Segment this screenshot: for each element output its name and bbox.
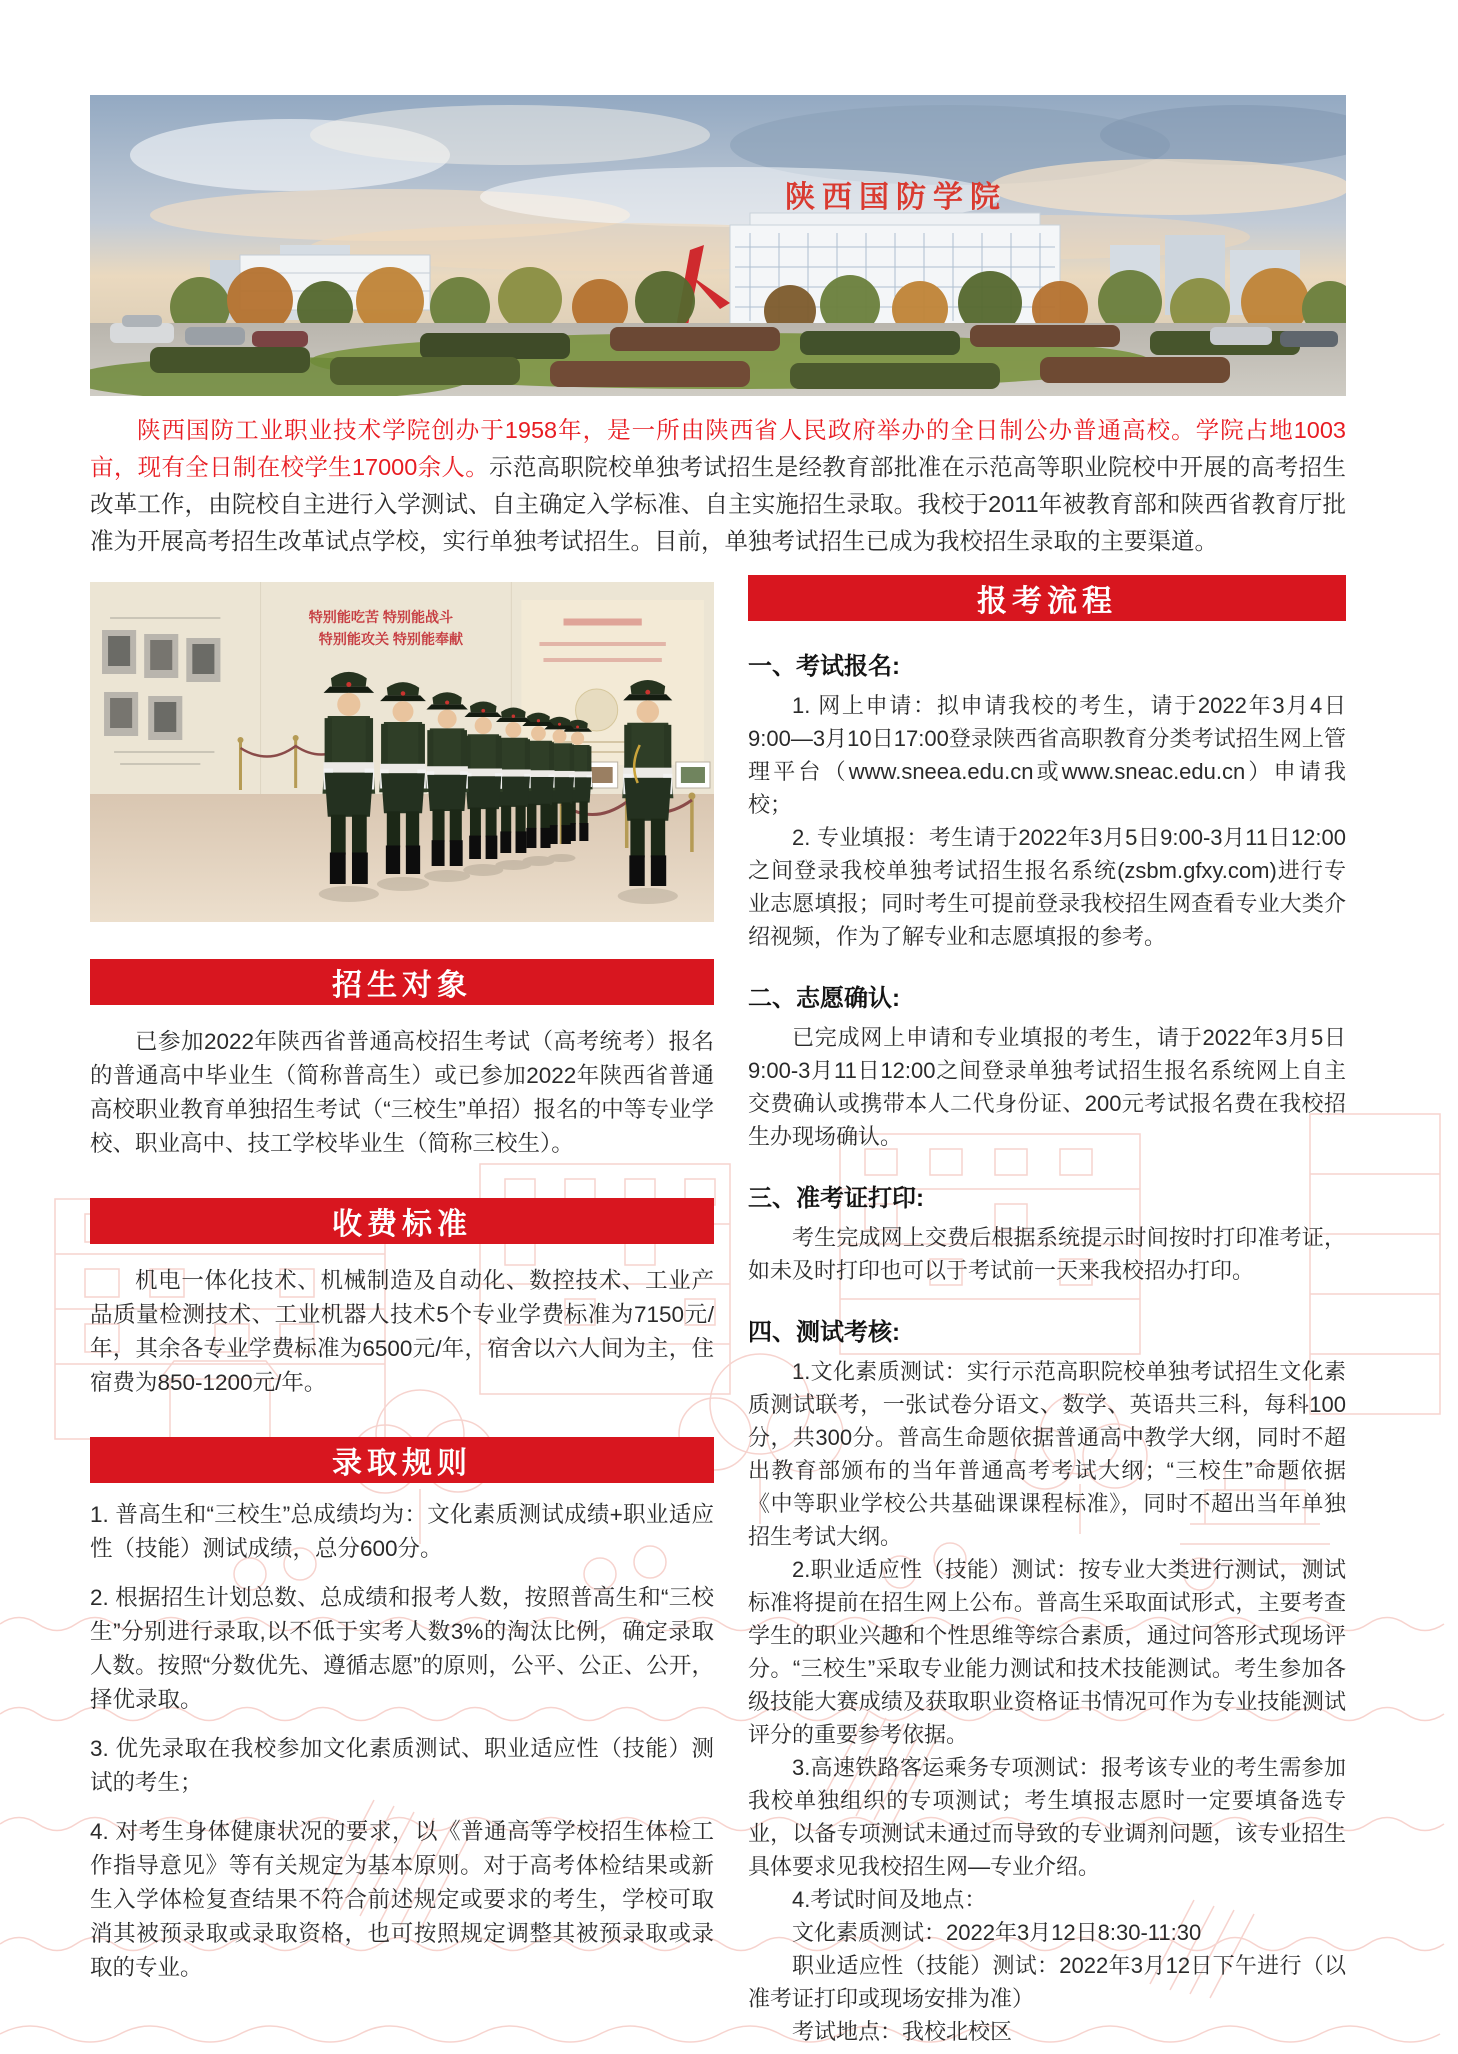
rule-item: 1. 普高生和“三校生”总成绩均为：文化素质测试成绩+职业适应性（技能）测试成绩，总分600分。 [90, 1502, 714, 1561]
section-fee-standards [90, 1198, 714, 1400]
section-header-bar [90, 959, 714, 1005]
building-sign-text: 陕西国防学院 [785, 181, 1007, 214]
section-title: 录取规则 [332, 1447, 472, 1480]
process-paragraph: 考试地点：我校北校区 [792, 2019, 1013, 2044]
campus-panorama-photo [90, 95, 1346, 396]
rule-item: 3. 优先录取在我校参加文化素质测试、职业适应性（技能）测试的考生； [90, 1736, 714, 1795]
process-paragraph: 文化素质测试：2022年3月12日8:30-11:30 [792, 1920, 1202, 1945]
intro-red-text: 陕西国防工业职业技术学院创办于1958年，是一所由陕西省人民政府举办的全日制公办普通高校。学院占地1003亩，现有全日制在校学生17000余人。 [90, 417, 1346, 480]
left-column [90, 582, 714, 1985]
process-paragraph: 3.高速铁路客运乘务专项测试：报考该专业的考生需参加我校单独组织的专项测试；考生填报志愿时一定要填备选专业，以备专项测试未通过而导致的专业调剂问题，该专业招生具体要求见我校招生网—专业介绍。 [748, 1755, 1346, 1879]
wall-slogan-line2: 特别能攻关 特别能奉献 [318, 631, 464, 647]
heading-exam-registration: 一、考试报名: [748, 653, 900, 680]
section-header-bar-application-process [748, 575, 1346, 621]
process-paragraph: 2. 专业填报：考生请于2022年3月5日9:00-3月11日12:00之间登录我校单独考试招生报名系统(zsbm.gfxy.com)进行专业志愿填报；同时考生可提前登录我校招生网查看专业大类介绍视频，作为了解专业和志愿填报的参考。 [748, 825, 1346, 949]
section-header-bar [90, 1198, 714, 1244]
rule-item: 2. 根据招生计划总数、总成绩和报考人数，按照普高生和“三校生”分别进行录取,以不低于实考人数3%的淘汰比例，确定录取人数。按照“分数优先、遵循志愿”的原则，公平、公正、公开，择优录取。 [90, 1585, 714, 1712]
heading-test-assessment: 四、测试考核: [748, 1319, 900, 1346]
section-paragraph: 机电一体化技术、机械制造及自动化、数控技术、工业产品质量检测技术、工业机器人技术5个专业学费标准为7150元/年，其余各专业学费标准为6500元/年，宿舍以六人间为主，住宿费为850-1200元/年。 [90, 1268, 714, 1395]
wall-slogan-line1: 特别能吃苦 特别能战斗 [308, 609, 454, 625]
section-header-bar [90, 1437, 714, 1483]
process-paragraph: 已完成网上申请和专业填报的考生，请于2022年3月5日9:00-3月11日12:00之间登录单独考试招生报名系统网上自主交费确认或携带本人二代身份证、200元考试报名费在我校招生办现场确认。 [748, 1025, 1346, 1149]
intro-paragraph [90, 412, 1346, 560]
process-paragraph: 2.职业适应性（技能）测试：按专业大类进行测试，测试标准将提前在招生网上公布。普高生采取面试形式，主要考查学生的职业兴趣和个性思维等综合素质，通过问答形式现场评分。“三校生”采取专业能力测试和技术技能测试。考生参加各级技能大赛成绩及获取职业资格证书情况可作为专业技能测试评分的重要参考依据。 [748, 1557, 1346, 1747]
heading-preference-confirmation: 二、志愿确认: [748, 985, 900, 1012]
section-title: 收费标准 [332, 1208, 472, 1241]
section-title: 招生对象 [332, 969, 472, 1002]
section-admission-targets [90, 959, 714, 1161]
section-admission-rules [90, 1437, 714, 1985]
right-column [748, 575, 1346, 2048]
section-paragraph: 已参加2022年陕西省普通高校招生考试（高考统考）报名的普通高中毕业生（简称普高生）或已参加2022年陕西省普通高校职业教育单独招生考试（“三校生”单招）报名的中等专业学校、职业高中、技工学校毕业生（简称三校生）。 [90, 1029, 714, 1156]
process-paragraph: 1.文化素质测试：实行示范高职院校单独考试招生文化素质测试联考，一张试卷分语文、数学、英语共三科，每科100分，共300分。普高生命题依据普通高中教学大纲，同时不超出教育部颁布的当年普通高考考试大纲；“三校生”命题依据《中等职业学校公共基础课课程标准》，同时不超出当年单独招生考试大纲。 [748, 1359, 1346, 1549]
process-paragraph: 1. 网上申请：拟申请我校的考生，请于2022年3月4日9:00—3月10日17:00登录陕西省高职教育分类考试招生网上管理平台（www.sneea.edu.cn或www.sneac.edu.cn）申请我校； [748, 693, 1346, 817]
intro-text [90, 412, 1346, 560]
process-paragraph: 4.考试时间及地点： [792, 1887, 987, 1912]
rule-item: 4. 对考生身体健康状况的要求，以《普通高等学校招生体检工作指导意见》等有关规定为基本原则。对于高考体检结果或新生入学体检复查结果不符合前述规定或要求的考生，学校可取消其被预录取或录取资格，也可按照规定调整其被预录取或录取的专业。 [90, 1819, 714, 1980]
process-paragraph: 考生完成网上交费后根据系统提示时间按时打印准考证，如未及时打印也可以于考试前一天来我校招办打印。 [748, 1225, 1346, 1283]
process-paragraph: 职业适应性（技能）测试：2022年3月12日下午进行（以准考证打印或现场安排为准） [748, 1953, 1346, 2011]
heading-ticket-printing: 三、准考证打印: [748, 1185, 924, 1212]
intro-black-text: 示范高职院校单独考试招生是经教育部批准在示范高等职业院校中开展的高考招生改革工作，由院校自主进行入学测试、自主确定入学标准、自主实施招生录取。我校于2011年被教育部和陕西省教育厅批准为开展高考招生改革试点学校，实行单独考试招生。目前，单独考试招生已成为我校招生录取的主要渠道。 [90, 454, 1346, 554]
section-title: 报考流程 [977, 585, 1117, 618]
honor-guard-exhibition-photo [90, 582, 714, 922]
